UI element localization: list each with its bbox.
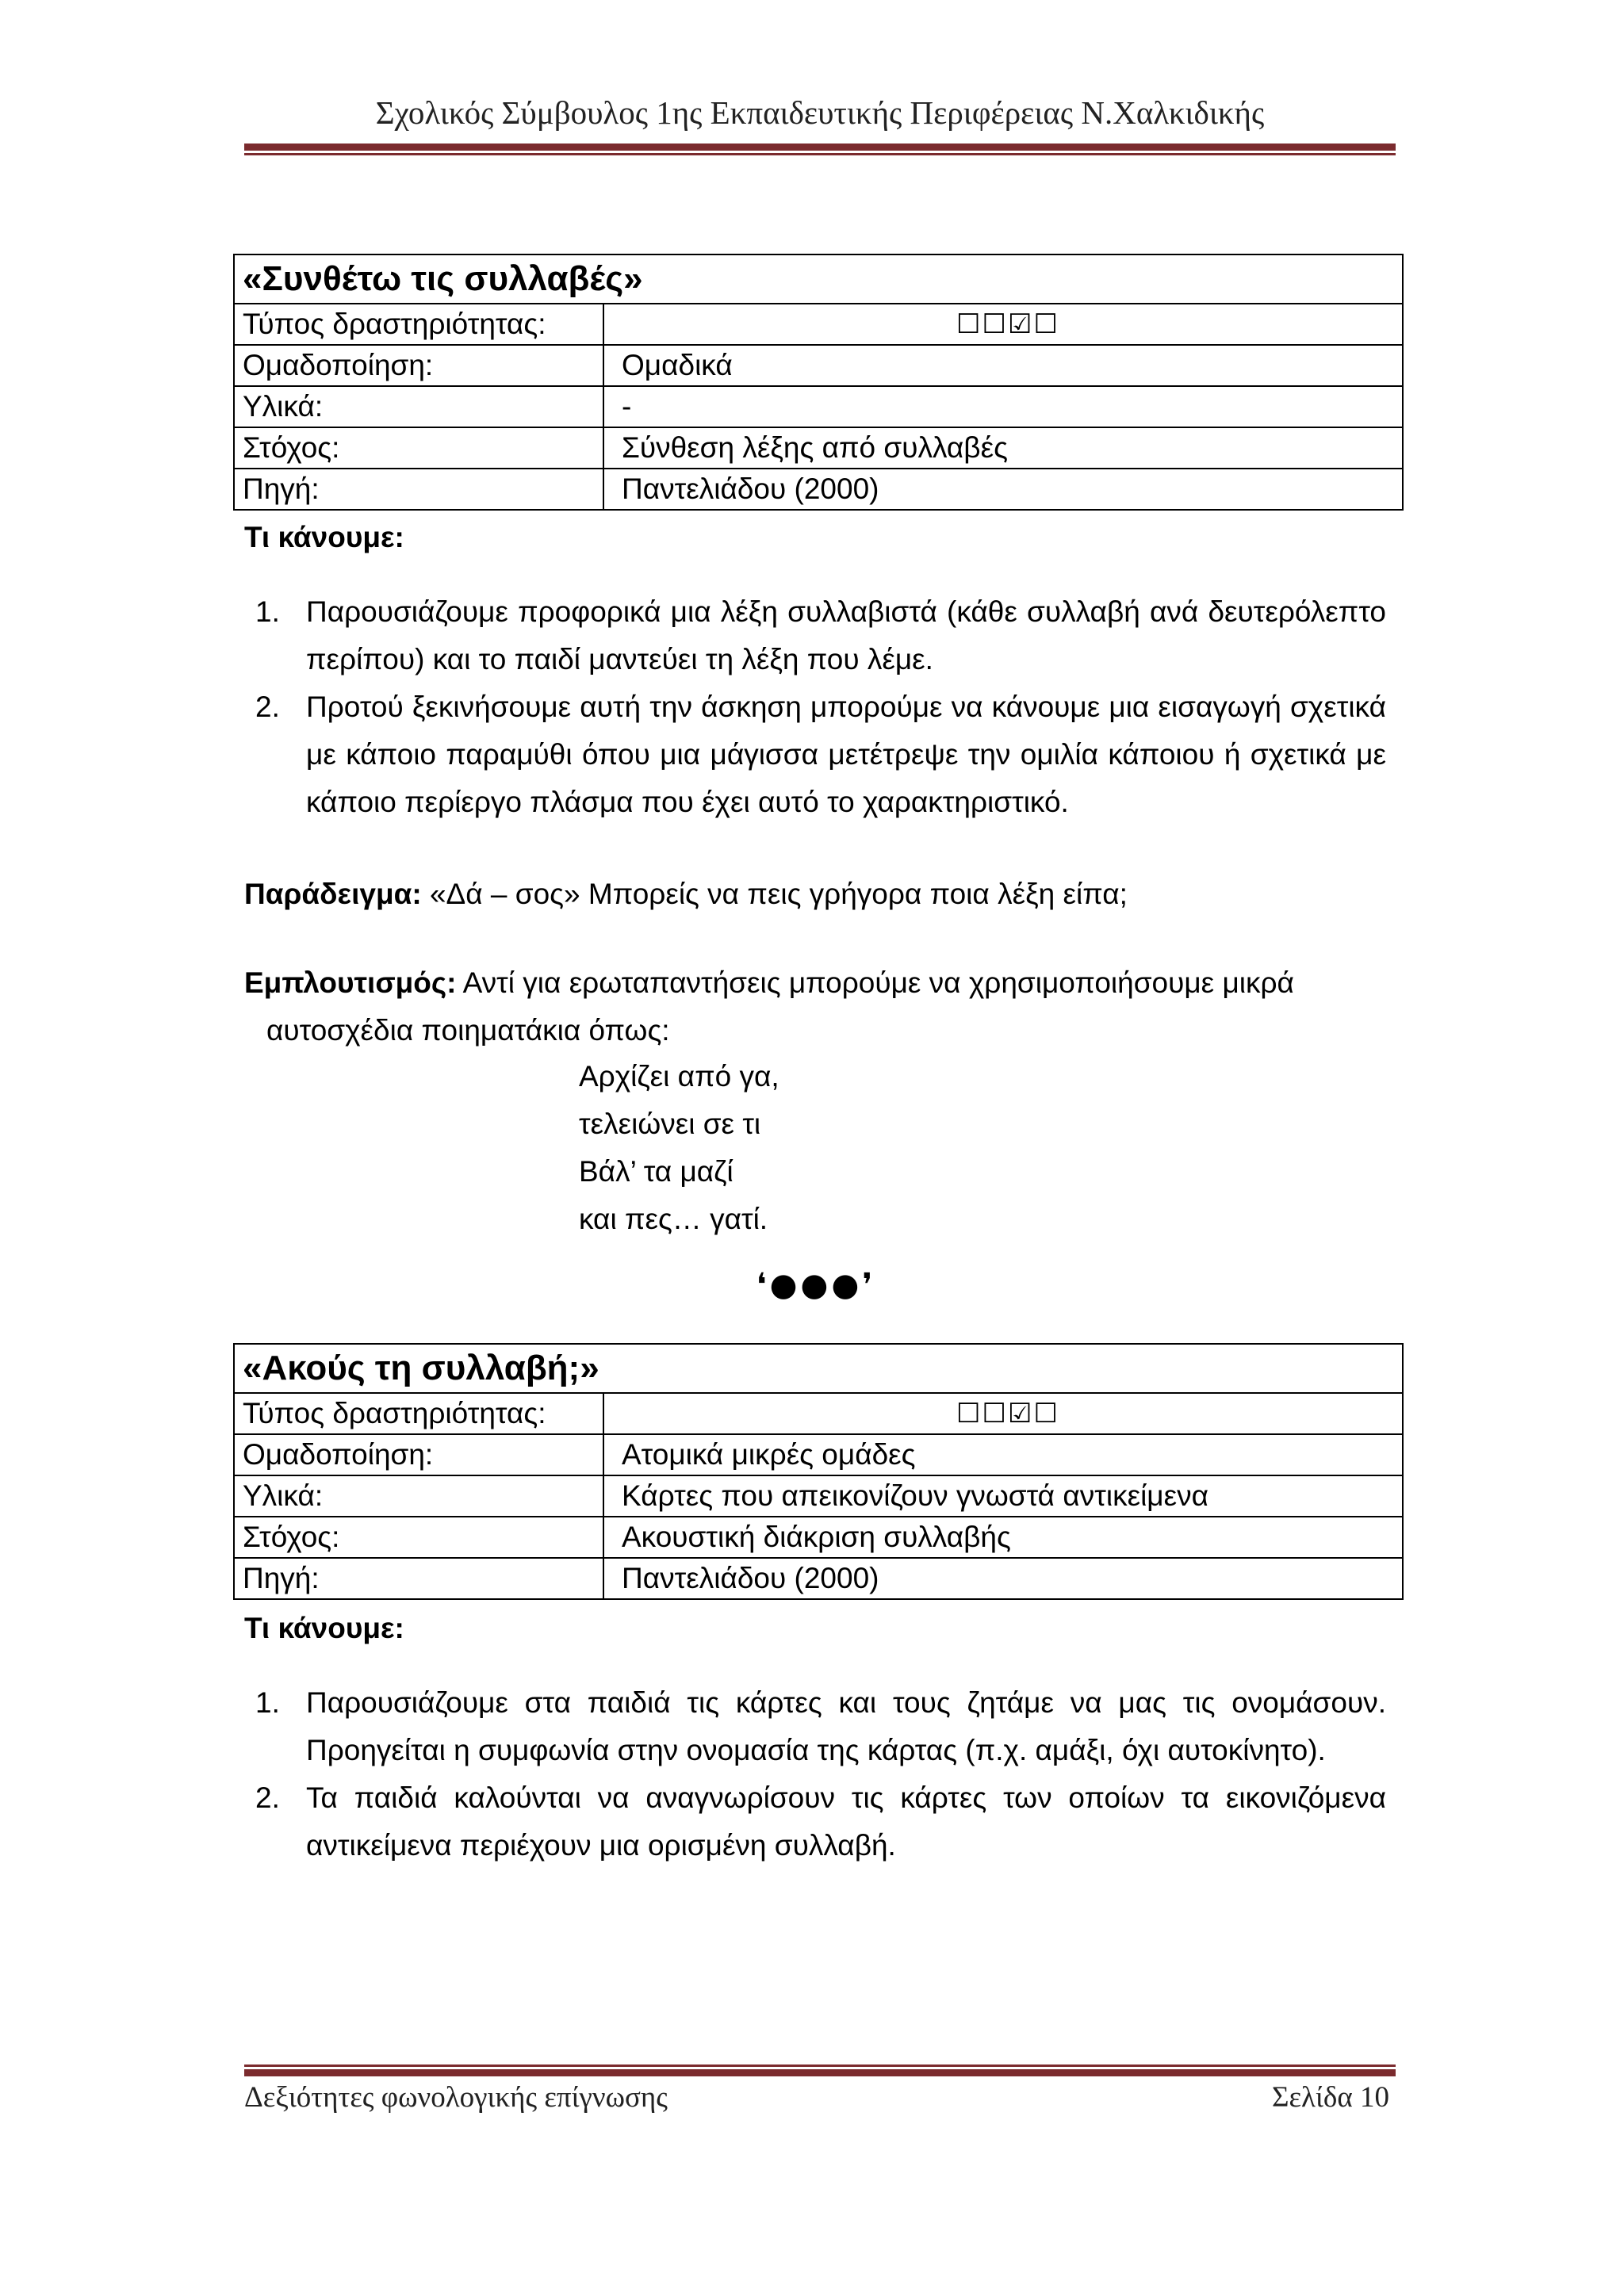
step-number: 2. (255, 691, 280, 723)
example-text: «Δά – σος» Μπορείς να πεις γρήγορα ποια λέξη είπα; (421, 878, 1128, 910)
header-rule (244, 144, 1396, 155)
steps-list (244, 588, 1386, 826)
activity-type-checkboxes: ☐☐☑☐ (603, 304, 1403, 345)
activity-type-checkboxes: ☐☐☑☐ (603, 1393, 1403, 1434)
poem-line: Αρχίζει από γα, (579, 1060, 779, 1093)
row-value: Κάρτες που απεικονίζουν γνωστά αντικείμενα (603, 1475, 1403, 1517)
row-label: Τύπος δραστηριότητας: (234, 1393, 603, 1434)
row-value: Ακουστική διάκριση συλλαβής (603, 1517, 1403, 1558)
step-text: Τα παιδιά καλούνται να αναγνωρίσουν τις κάρτες των οποίων τα εικονιζόμενα αντικείμενα περιέχουν μια ορισμένη συλλαβή. (306, 1781, 1386, 1862)
row-label: Στόχος: (234, 1517, 603, 1558)
row-value: Ατομικά μικρές ομάδες (603, 1434, 1403, 1475)
row-label: Υλικά: (234, 1475, 603, 1517)
page-number: Σελίδα 10 (1271, 2081, 1389, 2114)
activity-title: «Συνθέτω τις συλλαβές» (234, 254, 1403, 304)
row-value: Παντελιάδου (2000) (603, 469, 1403, 510)
footer-title: Δεξιότητες φωνολογικής επίγνωσης (244, 2081, 668, 2114)
row-value: Ομαδικά (603, 345, 1403, 386)
activity-table-1 (233, 254, 1404, 511)
poem-line: τελειώνει σε τι (579, 1108, 761, 1140)
row-label: Στόχος: (234, 427, 603, 469)
row-value: - (603, 386, 1403, 427)
row-value: Σύνθεση λέξης από συλλαβές (603, 427, 1403, 469)
row-label: Πηγή: (234, 1558, 603, 1599)
row-label: Τύπος δραστηριότητας: (234, 304, 603, 345)
example-paragraph (244, 871, 1386, 918)
enrichment-paragraph (244, 959, 1386, 1007)
page-footer (244, 2080, 1389, 2114)
step-text: Παρουσιάζουμε προφορικά μια λέξη συλλαβιστά (κάθε συλλαβή ανά δευτερόλεπτο περίπου) και το παιδί μαντεύει τη λέξη που λέμε. (306, 595, 1386, 675)
example-label: Παράδειγμα: (244, 878, 422, 910)
activity-table-2 (233, 1343, 1404, 1600)
row-label: Υλικά: (234, 386, 603, 427)
step-number: 1. (255, 595, 280, 628)
what-we-do-heading: Τι κάνουμε: (244, 521, 404, 553)
list-item (244, 1774, 1386, 1869)
enrichment-text: Αντί για ερωταπαντήσεις μπορούμε να χρησιμοποιήσουμε μικρά (456, 966, 1294, 999)
section-separator: ❛●●●❜ (756, 1267, 876, 1303)
row-label: Πηγή: (234, 469, 603, 510)
enrichment-label: Εμπλουτισμός: (244, 966, 457, 999)
step-text: Προτού ξεκινήσουμε αυτή την άσκηση μπορούμε να κάνουμε μια εισαγωγή σχετικά με κάποιο παραμύθι όπου μια μάγισσα μετέτρεψε την ομιλία κάποιου ή σχετικά με κάποιο περίεργο πλάσμα που έχει αυτό το χαρακτηριστικό. (306, 691, 1386, 818)
row-value: Παντελιάδου (2000) (603, 1558, 1403, 1599)
list-item (244, 1679, 1386, 1774)
activity-title: «Ακούς τη συλλαβή;» (234, 1344, 1403, 1393)
step-text: Παρουσιάζουμε στα παιδιά τις κάρτες και τους ζητάμε να μας τις ονομάσουν. Προηγείται η συμφωνία στην ονομασία της κάρτας (π.χ. αμάξι, όχι αυτοκίνητο). (306, 1686, 1386, 1766)
list-item (244, 588, 1386, 683)
step-number: 2. (255, 1781, 280, 1814)
row-label: Ομαδοποίηση: (234, 1434, 603, 1475)
steps-list (244, 1679, 1386, 1869)
step-number: 1. (255, 1686, 280, 1719)
poem-line: και πες… γατί. (579, 1203, 768, 1235)
what-we-do-heading: Τι κάνουμε: (244, 1612, 404, 1644)
footer-rule (244, 2064, 1396, 2076)
page-header: Σχολικός Σύμβουλος 1ης Εκπαιδευτικής Περιφέρειας Ν.Χαλκιδικής (375, 94, 1265, 131)
enrichment-continued: αυτοσχέδια ποιηματάκια όπως: (266, 1014, 670, 1047)
list-item (244, 683, 1386, 826)
row-label: Ομαδοποίηση: (234, 345, 603, 386)
poem (579, 1053, 779, 1243)
poem-line: Βάλ’ τα μαζί (579, 1155, 733, 1188)
